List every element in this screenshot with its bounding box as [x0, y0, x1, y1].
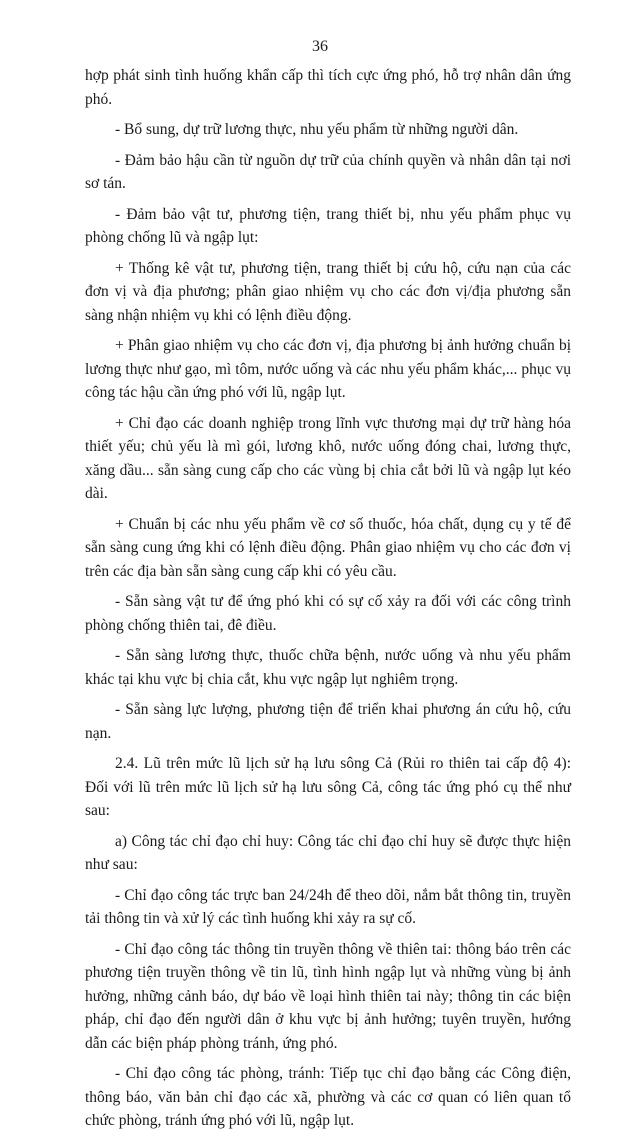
page-number: 36 [312, 38, 328, 55]
paragraph: - Sẵn sàng vật tư để ứng phó khi có sự cố xảy ra đối với các công trình phòng chống thiên tai, đê điều. [85, 593, 571, 634]
paragraph: - Sẵn sàng lực lượng, phương tiện để triển khai phương án cứu hộ, cứu nạn. [85, 701, 571, 742]
paragraph: hợp phát sinh tình huống khẩn cấp thì tích cực ứng phó, hỗ trợ nhân dân ứng phó. [85, 67, 571, 108]
document-body [85, 64, 571, 1140]
paragraph: + Phân giao nhiệm vụ cho các đơn vị, địa phương bị ảnh hưởng chuẩn bị lương thực như gạo, mì tôm, nước uống và các nhu yếu phẩm khác,... phục vụ công tác hậu cần ứng phó với lũ, ngập lụt. [85, 337, 571, 401]
paragraph: - Đảm bảo hậu cần từ nguồn dự trữ của chính quyền và nhân dân tại nơi sơ tán. [85, 151, 571, 192]
paragraph: + Thống kê vật tư, phương tiện, trang thiết bị cứu hộ, cứu nạn của các đơn vị và địa phương; phân giao nhiệm vụ cho các đơn vị/địa phương sẵn sàng nhận nhiệm vụ khi có lệnh điều động. [85, 259, 571, 324]
paragraph: + Chuẩn bị các nhu yếu phẩm về cơ số thuốc, hóa chất, dụng cụ y tế để sẵn sàng cung ứng khi có lệnh điều động. Phân giao nhiệm vụ cho các đơn vị trên các địa bàn sẵn sàng cung cấp khi có yêu cầu. [85, 515, 571, 580]
subsection-paragraph: a) Công tác chỉ đạo chỉ huy: Công tác chỉ đạo chỉ huy sẽ được thực hiện như sau: [85, 832, 571, 873]
paragraph: - Chỉ đạo công tác thông tin truyền thông về thiên tai: thông báo trên các phương tiện truyền thông về tin lũ, tình hình ngập lụt và những vùng bị ảnh hưởng, những cảnh báo, dự báo về loại hình thiên tai này; thông tin các biện pháp, chỉ đạo đến người dân ở khu vực bị ảnh hưởng; tuyên truyền, hướng dẫn các biện pháp phòng tránh, ứng phó. [85, 940, 571, 1052]
paragraph: - Chỉ đạo công tác trực ban 24/24h để theo dõi, nắm bắt thông tin, truyền tải thông tin và xử lý các tình huống khi xảy ra sự cố. [85, 886, 571, 927]
paragraph: - Sẵn sàng lương thực, thuốc chữa bệnh, nước uống và nhu yếu phẩm khác tại khu vực bị chia cắt, khu vực ngập lụt nghiêm trọng. [85, 647, 571, 688]
paragraph: - Bổ sung, dự trữ lương thực, nhu yếu phẩm từ những người dân. [115, 121, 519, 138]
section-heading-paragraph: 2.4. Lũ trên mức lũ lịch sử hạ lưu sông Cả (Rủi ro thiên tai cấp độ 4): Đối với lũ trên mức lũ lịch sử hạ lưu sông Cả, công tác ứng phó cụ thể như sau: [85, 755, 571, 819]
paragraph: + Chỉ đạo các doanh nghiệp trong lĩnh vực thương mại dự trữ hàng hóa thiết yếu; chủ yếu là mì gói, lương khô, nước uống đóng chai, lương thực, xăng dầu... sẵn sàng cung cấp cho các vùng bị chia cắt bởi lũ và ngập lụt kéo dài. [85, 414, 571, 502]
paragraph: - Chỉ đạo công tác phòng, tránh: Tiếp tục chỉ đạo bằng các Công điện, thông báo, văn bản chỉ đạo các xã, phường và các cơ quan có liên quan tổ chức phòng, tránh ứng phó với lũ, ngập lụt. [85, 1065, 571, 1129]
paragraph: - Đảm bảo vật tư, phương tiện, trang thiết bị, nhu yếu phẩm phục vụ phòng chống lũ và ngập lụt: [85, 205, 571, 246]
